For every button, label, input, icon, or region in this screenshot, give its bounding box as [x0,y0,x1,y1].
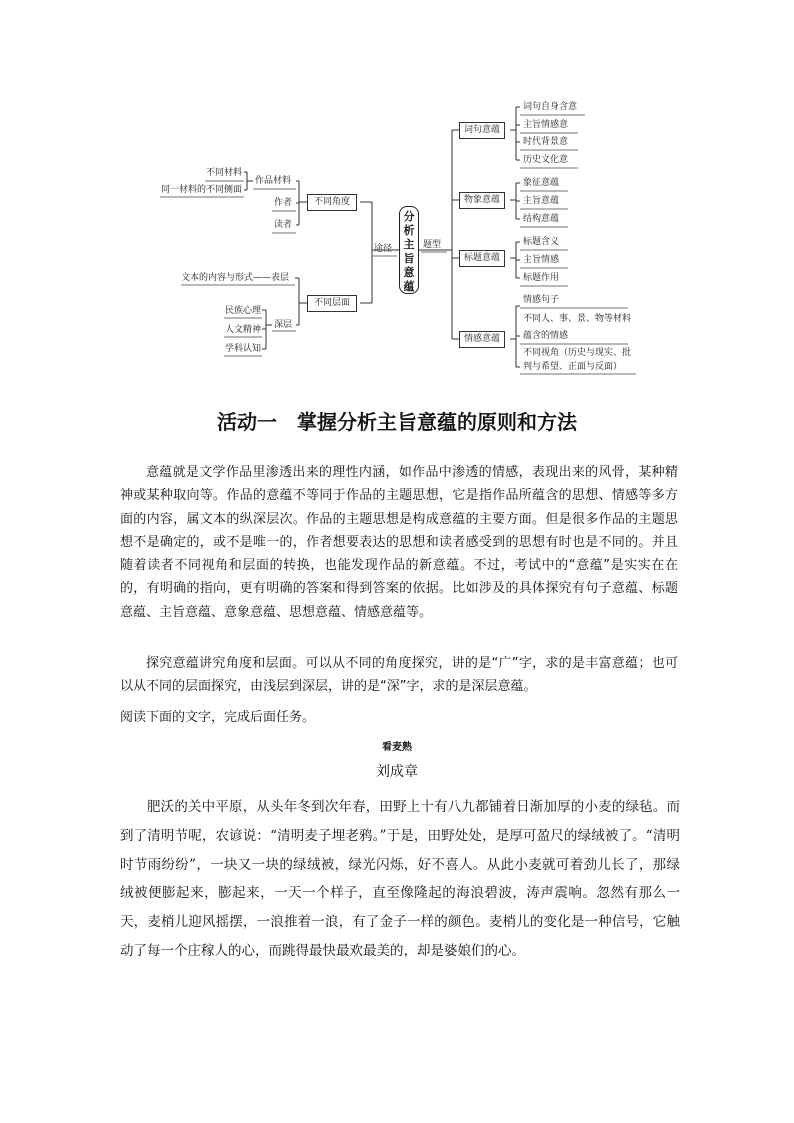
type-leaf: 象征意蕴 [523,178,560,188]
instruction-text: 阅读下面的文字，完成后面任务。 [120,710,316,725]
body-paragraph: 探究意蕴讲究角度和层面。可以从不同的角度探究，讲的是“广”字，求的是丰富意蕴；也可以从不同的层面探究，由浅层到深层，讲的是“深”字，求的是深层意蕴。 [120,656,678,695]
type-leaf: 蕴含的情感 [523,331,569,341]
body-paragraph: 意蕴就是文学作品里渗透出来的理性内涵，如作品中渗透的情感，表现出来的风骨，某种精神或某种取向等。作品的意蕴不等同于作品的主题思想，它是指作品所蕴含的思想、情感等多方面的内容，属文本的纵深层次。作品的主题思想是构成意蕴的主要方面。但是很多作品的主题思想不是确定的，或不是唯一的，作者想要表达的思想和读者感受到的思想有时也是不同的。并且随着读者不同视角和层面的转换，也能发现作品的新意蕴。不过，考试中的“意蕴”是实实在在的，有明确的指向，更有明确的答案和得到答案的依据。比如涉及的具体探究有句子意蕴、标题意蕴、主旨意蕴、意象意蕴、思想意蕴、情感意蕴等。 [120,465,678,620]
section-heading: 活动一 掌握分析主旨意蕴的原则和方法 [217,410,577,434]
type-leaf: 结构意蕴 [523,214,560,224]
type-leaf: 词句自身含意 [523,102,578,112]
story-author: 刘成章 [376,764,418,780]
type-leaf: 不同人、事、景、物等材料 [523,314,632,324]
angle-item: 作品材料 [255,176,292,186]
type-node-qinggan: 情感意蕴 [459,331,505,348]
type-leaf: 标题作用 [523,273,560,283]
level-surface: 文本的内容与形式——表层 [181,273,290,283]
tujing-label: 途径 [374,244,393,254]
type-leaf: 时代背景意 [523,137,569,147]
type-leaf: 情感句子 [523,295,560,305]
type-node-wuxiang: 物象意蕴 [459,192,505,209]
mindmap-center-node: 分 析 主 旨 意 蕴 [399,206,419,294]
level-deep-item: 人文精神 [225,325,262,335]
angle-item: 作者 [274,198,293,208]
type-leaf: 历史文化意 [523,155,569,165]
type-node-biaoti: 标题意蕴 [459,250,505,267]
angle-sub-item: 不同材料 [206,168,243,178]
type-leaf: 判与希望、正面与反面） [523,362,623,372]
type-leaf: 不同视角（历史与现实、批 [523,348,632,358]
type-node-ciju: 词句意蕴 [459,122,505,139]
type-leaf: 标题含义 [523,237,560,247]
mindmap-lines [0,0,794,400]
type-leaf: 主旨情感意 [523,120,569,130]
level-deep-item: 学科认知 [225,344,262,354]
level-deep: 深层 [274,320,293,330]
story-paragraph: 肥沃的关中平原，从头年冬到次年春，田野上十有八九都铺着日渐加厚的小麦的绿毡。而到了清明节呢，农谚说：“清明麦子埋老鸦。”于是，田野处处，是厚可盈尺的绿绒被了。“清明时节雨纷纷”，一块又一块的绿绒被，绿光闪烁，好不喜人。从此小麦就可着劲儿长了，那绿绒被便膨起来，膨起来，一天一个样子，直至像隆起的海浪碧波，涛声震响。忽然有那么一天，麦梢儿迎风摇摆，一浪推着一浪，有了金子一样的颜色。麦梢儿的变化是一种信号，它触动了每一个庄稼人的心，而跳得最快最欢最美的，却是婆娘们的心。 [120,799,680,959]
tixing-label: 题型 [423,240,442,250]
angle-item: 读者 [274,220,293,230]
story-title: 看麦熟 [382,742,412,753]
type-leaf: 主旨情感 [523,255,560,265]
type-leaf: 主旨意蕴 [523,196,560,206]
level-deep-item: 民族心理 [225,306,262,316]
angle-sub-item: 同一材料的不同侧面 [161,185,243,195]
level-node: 不同层面 [307,295,357,312]
angle-node: 不同角度 [307,194,357,211]
